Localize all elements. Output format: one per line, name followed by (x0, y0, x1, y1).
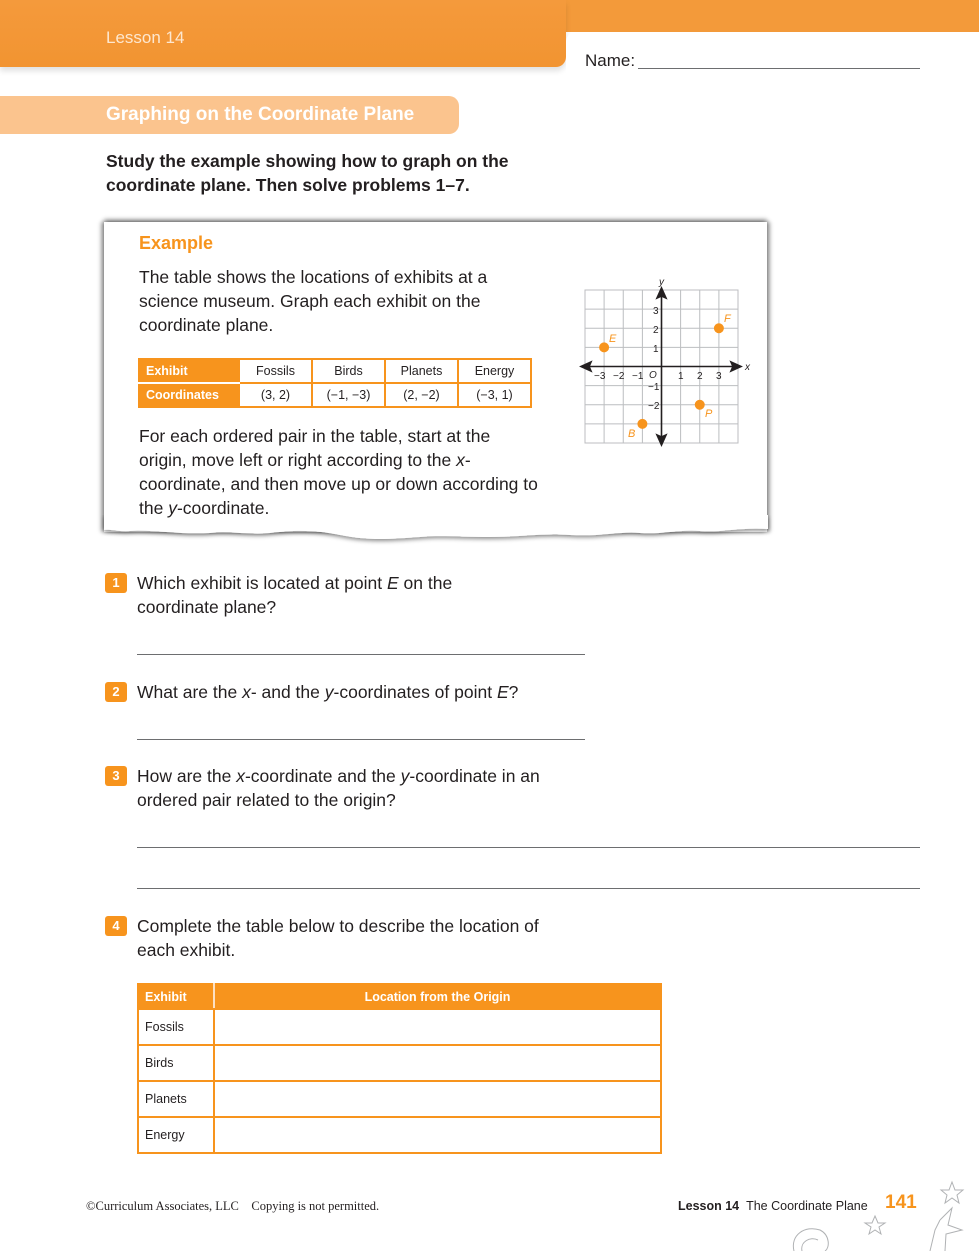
svg-text:−1: −1 (648, 382, 660, 393)
row-header: Coordinates (139, 383, 239, 407)
table-row (138, 1081, 661, 1117)
question-number: 1 (105, 573, 127, 593)
torn-edge (100, 515, 772, 555)
question-number: 4 (105, 916, 127, 936)
name-label: Name: (585, 51, 636, 70)
question-text: What are the x- and the y-coordinates of point E? (137, 682, 519, 702)
svg-text:−2: −2 (648, 401, 660, 412)
table-cell: Planets (385, 359, 458, 383)
location-input[interactable] (214, 1009, 661, 1045)
example-title: Example (139, 233, 214, 253)
table-header-row (138, 984, 661, 1009)
name-field[interactable] (638, 68, 920, 69)
footer-lesson: Lesson 14 The Coordinate Plane (678, 1199, 868, 1213)
table-cell: (−1, −3) (312, 383, 385, 407)
instructions: Study the example showing how to graph on the coordinate plane. Then solve problems 1–7. (106, 151, 509, 195)
location-input[interactable] (214, 1117, 661, 1153)
svg-text:3: 3 (653, 306, 659, 317)
location-table (137, 983, 662, 1154)
stars-decoration-icon (780, 1180, 979, 1251)
column-header: Location from the Origin (214, 984, 661, 1009)
table-row (139, 359, 531, 383)
svg-text:−1: −1 (632, 371, 644, 382)
point-f (714, 323, 724, 333)
answer-line-2[interactable] (137, 739, 585, 740)
exhibit-cell: Fossils (138, 1009, 214, 1045)
point-e (599, 342, 609, 352)
question-number: 3 (105, 766, 127, 786)
svg-text:y: y (659, 277, 664, 288)
svg-text:O: O (649, 370, 657, 381)
svg-text:E: E (609, 333, 617, 345)
axis-labels (594, 277, 751, 412)
copyright: ©Curriculum Associates, LLC Copying is not permitted. (86, 1199, 380, 1213)
page-number: 141 (885, 1192, 917, 1213)
exhibit-cell: Birds (138, 1045, 214, 1081)
location-input[interactable] (214, 1081, 661, 1117)
table-cell: (−3, 1) (458, 383, 531, 407)
exhibit-cell: Planets (138, 1081, 214, 1117)
table-row (138, 1117, 661, 1153)
svg-text:−2: −2 (613, 371, 625, 382)
column-header: Exhibit (138, 984, 214, 1009)
lesson-label: Lesson 14 (106, 28, 185, 47)
svg-text:2: 2 (653, 325, 659, 336)
answer-line-3b[interactable] (137, 888, 920, 889)
svg-text:1: 1 (678, 371, 684, 382)
example-intro: The table shows the locations of exhibits at a science museum. Graph each exhibit on the coordinate plane. (139, 267, 488, 335)
point-b (637, 419, 647, 429)
svg-text:P: P (705, 408, 713, 420)
axes (581, 288, 741, 445)
table-cell: Fossils (239, 359, 312, 383)
exhibit-cell: Energy (138, 1117, 214, 1153)
row-header: Exhibit (139, 359, 239, 383)
svg-text:3: 3 (716, 371, 722, 382)
table-row (138, 1045, 661, 1081)
location-input[interactable] (214, 1045, 661, 1081)
coordinate-plane (578, 272, 753, 452)
answer-line-1[interactable] (137, 654, 585, 655)
table-row (139, 383, 531, 407)
table-cell: Energy (458, 359, 531, 383)
svg-text:B: B (628, 428, 636, 440)
lesson-tab (0, 0, 566, 67)
svg-text:x: x (745, 362, 750, 373)
question-number: 2 (105, 682, 127, 702)
svg-text:F: F (724, 313, 731, 325)
question-text: Complete the table below to describe the location of each exhibit. (137, 916, 539, 960)
question-text: How are the x-coordinate and the y-coordinate in an ordered pair related to the origin? (137, 766, 540, 810)
point-p (695, 400, 705, 410)
example-explanation: For each ordered pair in the table, start at the origin, move left or right according to the x-coordinate, and then move up or down according to the y-coordinate. (139, 426, 538, 518)
svg-text:2: 2 (697, 371, 703, 382)
table-cell: (2, −2) (385, 383, 458, 407)
table-cell: (3, 2) (239, 383, 312, 407)
question-text: Which exhibit is located at point E on the coordinate plane? (137, 573, 453, 617)
svg-text:1: 1 (653, 344, 659, 355)
table-row (138, 1009, 661, 1045)
coordinates-table (138, 358, 532, 408)
section-title: Graphing on the Coordinate Plane (106, 104, 415, 125)
svg-text:−3: −3 (594, 371, 606, 382)
table-cell: Birds (312, 359, 385, 383)
answer-line-3a[interactable] (137, 847, 920, 848)
